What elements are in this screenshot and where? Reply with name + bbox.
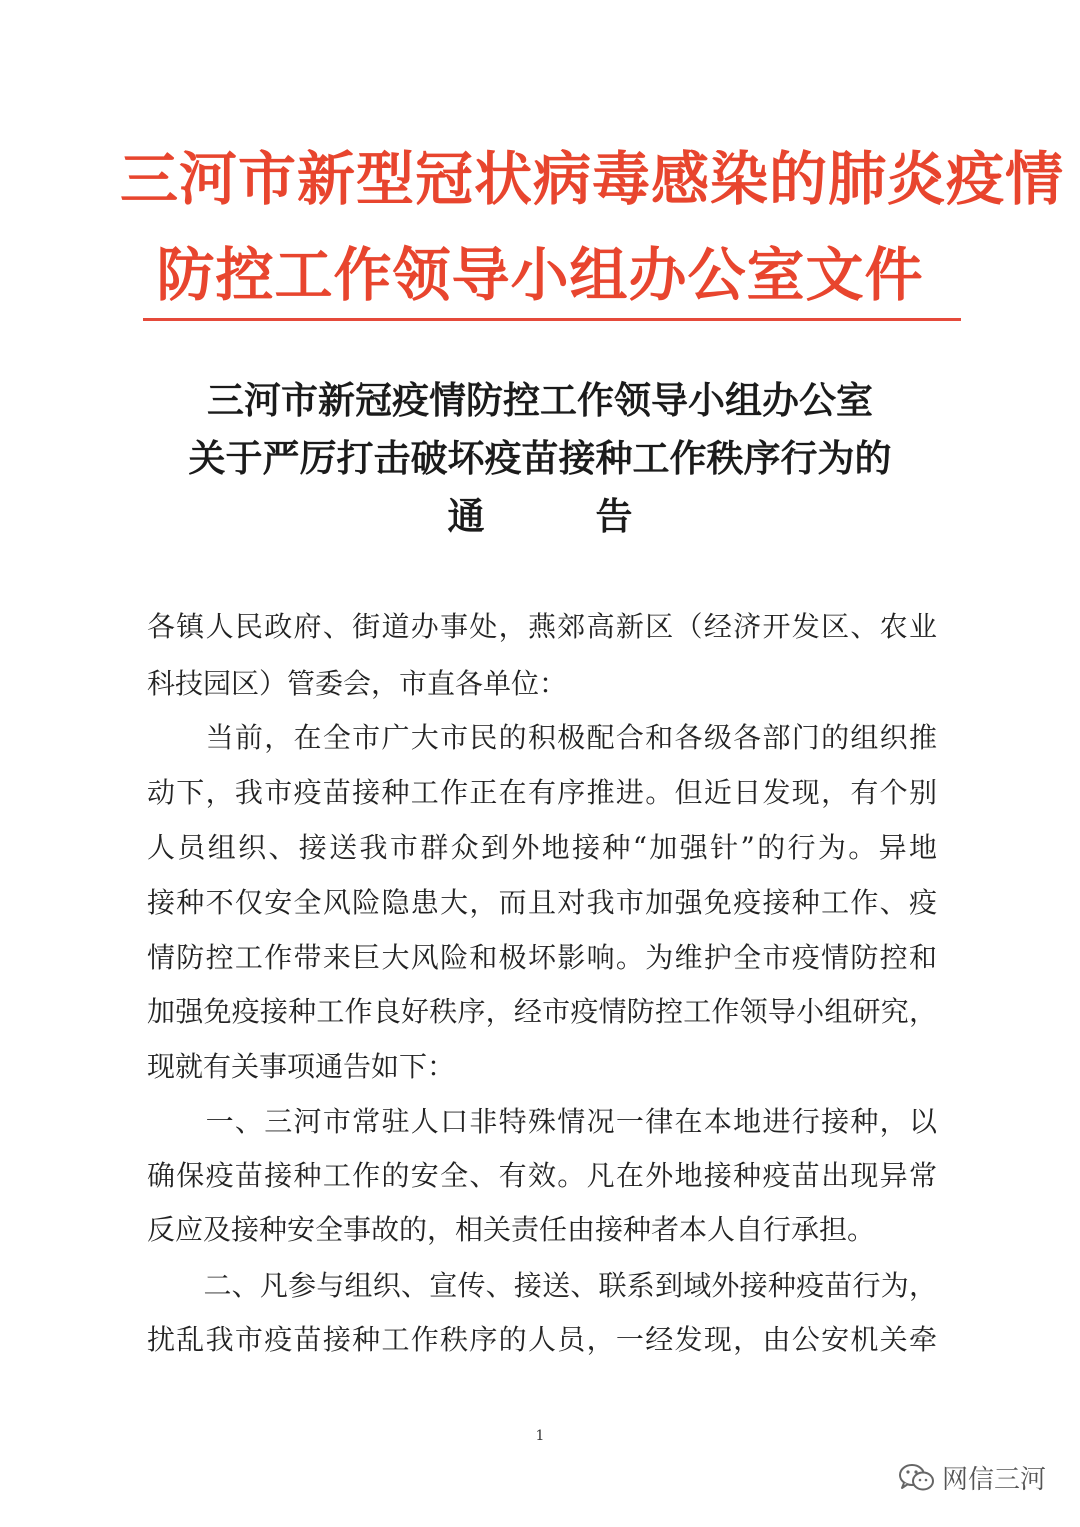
red-header-line-2: 防控工作领导小组办公室文件 [156, 241, 924, 309]
watermark-text: 网信三河 [942, 1465, 1047, 1495]
body-line: 二、凡参与组织、宣传、接送、联系到域外接种疫苗行为， [147, 1269, 937, 1302]
red-header-line-1: 三河市新型冠状病毒感染的肺炎疫情 [120, 145, 1065, 213]
body-line: 人员组织、接送我市群众到外地接种“加强针”的行为。异地 [147, 831, 937, 864]
body-line: 加强免疫接种工作良好秩序，经市疫情防控工作领导小组研究， [147, 995, 937, 1028]
body-line: 动下，我市疫苗接种工作正在有序推进。但近日发现，有个别 [147, 776, 937, 809]
body-line: 各镇人民政府、街道办事处，燕郊高新区（经济开发区、农业 [147, 610, 937, 643]
watermark [898, 1459, 1046, 1496]
red-divider [143, 318, 961, 321]
red-header [120, 132, 1065, 332]
body-line: 确保疫苗接种工作的安全、有效。凡在外地接种疫苗出现异常 [147, 1159, 937, 1192]
notice-title-line-3: 通 告 [447, 495, 633, 538]
body-line: 情防控工作带来巨大风险和极坏影响。为维护全市疫情防控和 [147, 941, 937, 974]
notice-title-line-2: 关于严厉打击破坏疫苗接种工作秩序行为的 [188, 437, 892, 480]
body-line: 接种不仅安全风险隐患大，而且对我市加强免疫接种工作、疫 [147, 886, 937, 919]
body-line: 扰乱我市疫苗接种工作秩序的人员，一经发现，由公安机关牵 [147, 1323, 937, 1356]
page-number: 1 [535, 1428, 545, 1444]
notice-title-line-1: 三河市新冠疫情防控工作领导小组办公室 [207, 379, 873, 422]
body-line: 科技园区）管委会，市直各单位： [147, 667, 568, 700]
body-line: 当前，在全市广大市民的积极配合和各级各部门的组织推 [147, 721, 937, 754]
wechat-icon [898, 1462, 936, 1494]
body-line: 一、三河市常驻人口非特殊情况一律在本地进行接种，以 [147, 1105, 937, 1138]
body-line: 现就有关事项通告如下： [147, 1050, 456, 1083]
body-line: 反应及接种安全事故的，相关责任由接种者本人自行承担。 [147, 1213, 876, 1246]
